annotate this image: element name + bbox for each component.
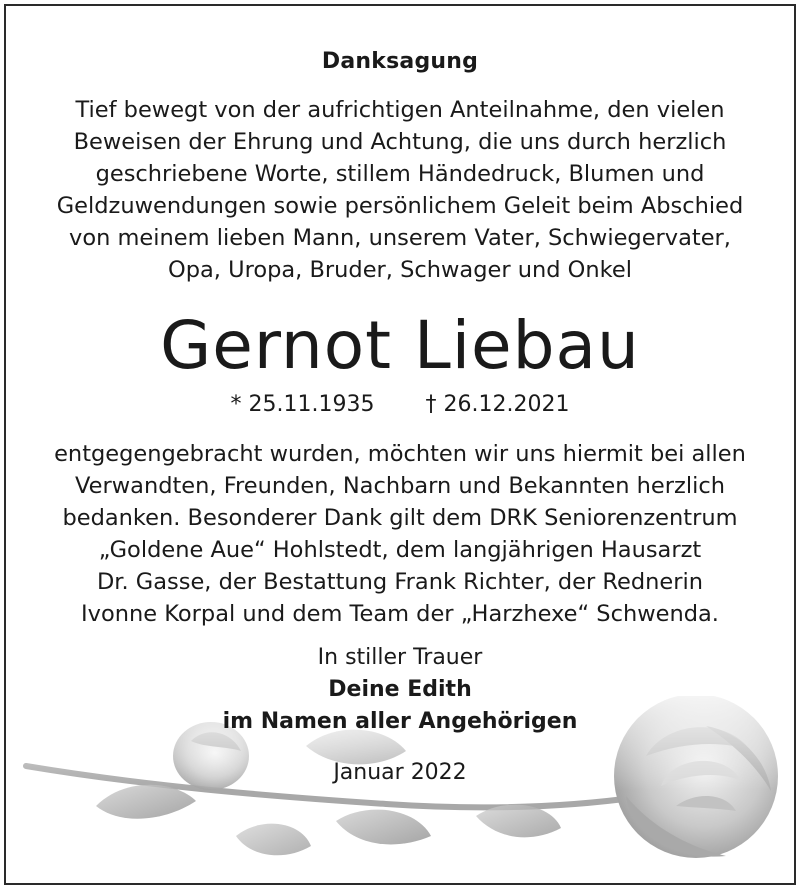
intro-line: Beweisen der Ehrung und Achtung, die uns durch herzlich — [73, 129, 727, 155]
intro-line: von meinem lieben Mann, unserem Vater, Schwiegervater, — [69, 225, 731, 251]
thanks-line: bedanken. Besonderer Dank gilt dem DRK Seniorenzentrum — [62, 505, 738, 531]
on-behalf-text: im Namen aller Angehörigen — [222, 709, 578, 734]
intro-line: Geldzuwendungen sowie persönlichem Geleit beim Abschied — [56, 193, 744, 219]
mourning-text: In stiller Trauer — [317, 645, 483, 670]
closing-block — [6, 642, 794, 738]
thanks-line: „Goldene Aue“ Hohlstedt, dem langjährigen Hausarzt — [98, 537, 702, 563]
thanks-line: Ivonne Korpal und dem Team der „Harzhexe“ Schwenda. — [81, 601, 719, 627]
signature: Deine Edith — [328, 677, 472, 702]
intro-line: Tief bewegt von der aufrichtigen Anteilnahme, den vielen — [75, 97, 725, 123]
intro-line: Opa, Uropa, Bruder, Schwager und Onkel — [168, 257, 632, 283]
thanks-line: entgegengebracht wurden, möchten wir uns hiermit bei allen — [54, 441, 746, 467]
life-dates — [6, 390, 794, 420]
deceased-name: Gernot Liebau — [160, 307, 640, 384]
notice-heading: Danksagung — [321, 49, 479, 74]
obituary-frame — [4, 4, 796, 885]
thanks-paragraph — [6, 438, 794, 630]
birth-date: * 25.11.1935 — [230, 392, 375, 417]
intro-line: geschriebene Worte, stillem Händedruck, Blumen und — [95, 161, 705, 187]
thanks-line: Dr. Gasse, der Bestattung Frank Richter, der Rednerin — [96, 569, 704, 595]
intro-paragraph — [6, 94, 794, 286]
death-date: † 26.12.2021 — [425, 392, 570, 417]
thanks-line: Verwandten, Freunden, Nachbarn und Bekannten herzlich — [75, 473, 725, 499]
notice-date: Januar 2022 — [333, 760, 467, 785]
